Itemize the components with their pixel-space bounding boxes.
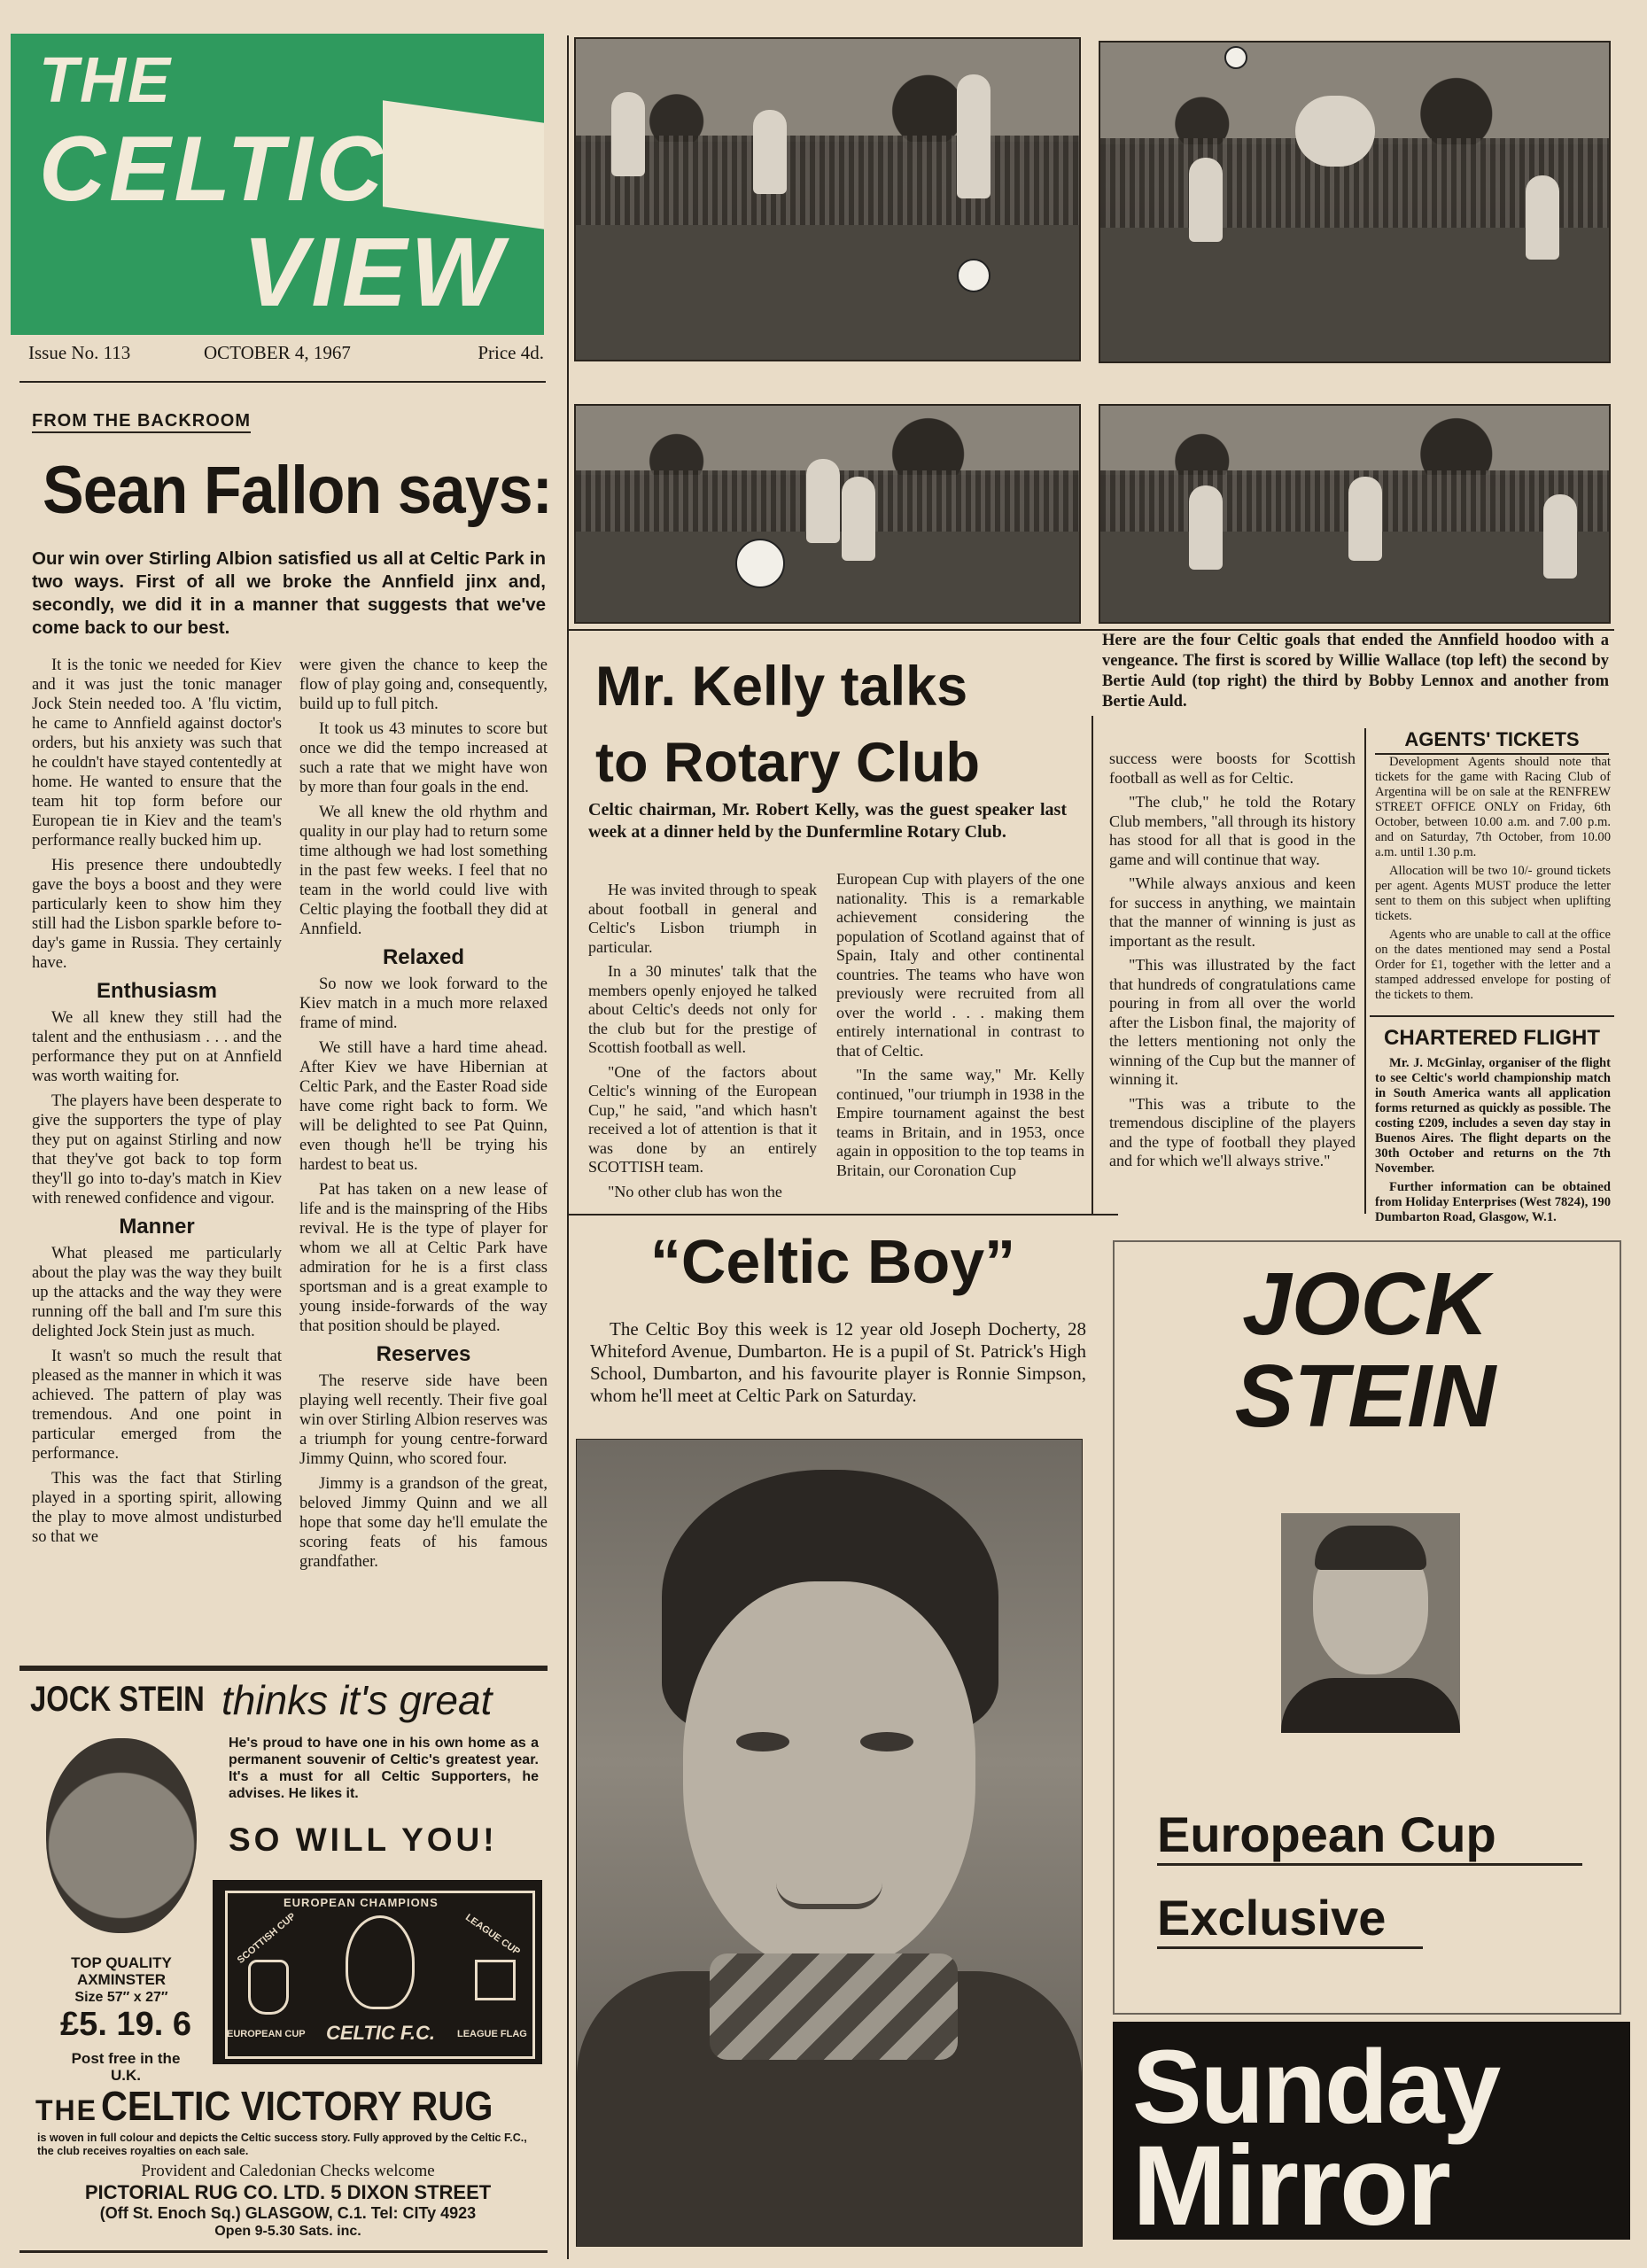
kelly-column-2 [836, 870, 1084, 1185]
celtic-boy-photo [576, 1439, 1083, 2247]
sunday-mirror-logo [1113, 2022, 1630, 2249]
fallon-column-1 [32, 656, 282, 1552]
portrait-face [683, 1581, 975, 1971]
paragraph: Jimmy is a grandson of the great, beloved Jimmy Quinn and we all hope that some day he'll emulate the scoring feats of his famous grandfather. [299, 1475, 548, 1571]
headline-kelly-line2: to Rotary Club [595, 732, 980, 794]
headline-fallon: Sean Fallon says: [43, 453, 553, 528]
rug-head-tag: thinks it's great [221, 1677, 493, 1723]
rug-desc: is woven in full colour and depicts the Celtic success story. Fully approved by the Celtic F.C., the club receives royalties on each sale. [37, 2132, 527, 2157]
paragraph: It is the tonic we needed for Kiev and it was just the tonic manager Jock Stein needed too. A 'flu victim, he came to Annfield against doctor's orders, but his anxiety was such that he couldn't have stayed contentedly at home. He wanted to ensure that the team hit top form before our European tie in Kiev and the team's performance really bucked him up. [32, 656, 282, 850]
masthead-line2: CELTIC [39, 118, 386, 221]
rug-label-top: EUROPEAN CHAMPIONS [284, 1896, 439, 1909]
paragraph: Further information can be obtained from Holiday Enterprises (West 7824), 190 Dumbarton Road, Glasgow, W.1. [1375, 1180, 1611, 1224]
agents-text [1375, 755, 1611, 1003]
trophy-icon [248, 1960, 289, 2015]
sunday-mirror-line1: Sunday [1132, 2029, 1500, 2146]
stein-hair [1315, 1526, 1426, 1570]
intro-fallon: Our win over Stirling Albion satisfied us all at Celtic Park in two ways. First of all we broke the Annfield jinx and, secondly, we did it in a manner that suggests that we've come back to our best. [32, 548, 546, 638]
paragraph: In a 30 minutes' talk that the members openly enjoyed he talked about Celtic's deeds not only for the club but for the prestige of Scottish football as well. [588, 962, 817, 1056]
paragraph: It wasn't so much the result that pleased as the manner in which it was achieved. The pattern of play was tremendous. And one point in particular emerged from the performance. [32, 1348, 282, 1463]
divider [19, 381, 546, 383]
divider [1364, 728, 1366, 1214]
paragraph: "This was a tribute to the tremendous discipline of the players and the type of football they played and for which we'll always strive." [1109, 1094, 1356, 1169]
rug-head-name: JOCK STEIN [30, 1680, 205, 1719]
rug-price: £5. 19. 6 [60, 2006, 191, 2043]
mirror-stein: STEIN [1234, 1347, 1496, 1446]
subhead-enthusiasm: Enthusiasm [96, 979, 218, 1003]
divider [19, 2250, 548, 2253]
fallon-column-2 [299, 656, 548, 1577]
column-divider [567, 35, 569, 2259]
rug-so-will-you: SO WILL YOU! [229, 1821, 498, 1858]
portrait-scarf [710, 1953, 958, 2060]
kelly-column-1 [588, 881, 817, 1207]
paragraph: The reserve side have been playing well recently. Their five goal win over Stirling Albion reserves was a triumph for young centre-forward Jimmy Quinn, who scored four. [299, 1372, 548, 1468]
paragraph: "This was illustrated by the fact that hundreds of congratulations came pouring in from all over the world after the Lisbon final, the majority of the letters mentioning not only the winning of the Cup but the manner of winning it. [1109, 956, 1356, 1088]
paragraph: "In the same way," Mr. Kelly continued, "our triumph in 1938 in the Empire tournament against the best teams in Britain, and in 1953, once again in opposition to the top teams in Britain, our Coronation Cup [836, 1066, 1084, 1179]
crest-icon [346, 1915, 415, 2009]
rug-quality: TOP QUALITY AXMINSTER [71, 1954, 172, 1988]
rug-title [35, 2082, 537, 2130]
paragraph: were given the chance to keep the flow of play going and, consequently, build up to full pitch. [299, 656, 548, 713]
rug-label-br: LEAGUE FLAG [457, 2029, 527, 2039]
paragraph: Agents who are unable to call at the office on the dates mentioned may send a Postal Order for £1, together with the letter and a stamped addressed envelope for posting of the tickets to them. [1375, 928, 1611, 1002]
rug-ad [19, 1673, 548, 2249]
rug-company: PICTORIAL RUG CO. LTD. 5 DIXON STREET [84, 2181, 492, 2203]
mirror-exclusive: Exclusive [1157, 1889, 1423, 1949]
headline-kelly-line1: Mr. Kelly talks [595, 656, 968, 718]
paragraph: We all knew they still had the talent and the enthusiasm . . . and the performance they put on at Annfield was worth waiting for. [32, 1009, 282, 1085]
issue-number: Issue No. 113 [28, 342, 131, 363]
mirror-jock: JOCK [1242, 1254, 1488, 1354]
paragraph: It took us 43 minutes to score but once we did the tempo increased at such a rate that we might have won by more than four goals in the end. [299, 720, 548, 796]
issue-line [28, 342, 544, 364]
paragraph: Allocation will be two 10/- ground tickets per agent. Agents MUST produce the letter sent to them on this subject when uplifting tickets. [1375, 864, 1611, 923]
subhead-manner: Manner [119, 1215, 195, 1239]
mirror-european-cup: European Cup [1157, 1806, 1582, 1866]
paragraph: What pleased me particularly about the play was the way they built up the attacks and the way they were running off the ball and I'm sure this delighted Jock Stein just as much. [32, 1245, 282, 1340]
stein-rug-face [46, 1738, 197, 1933]
portrait-mouth [776, 1883, 882, 1909]
rug-label-center: CELTIC F.C. [326, 2022, 436, 2044]
kelly-column-3 [1109, 750, 1356, 1177]
rug-picture [213, 1880, 542, 2064]
rug-open: Open 9-5.30 Sats. inc. [214, 2224, 361, 2239]
paragraph: "No other club has won the [608, 1182, 782, 1200]
portrait-eye [736, 1732, 789, 1751]
flight-title: CHARTERED FLIGHT [1384, 1026, 1600, 1050]
paragraph: The players have been desperate to give the supporters the type of play they put on against Stirling and now that they've got back to top form they'll go into to-day's match in Kiev with renewed confidence and vigour. [32, 1092, 282, 1208]
stein-photo [1281, 1513, 1460, 1733]
paragraph: European Cup with players of the one nationality. This is a remarkable achievement considering the population of Scotland against that of Spain, Italy and other continental countries. The teams who have won previously were recruited from all over the world . . . making them entirely international in contrast to that of Celtic. [836, 870, 1084, 1060]
headline-kelly [595, 649, 980, 801]
divider [1370, 1015, 1614, 1017]
flag-icon [475, 1960, 516, 2000]
paragraph: Development Agents should note that tickets for the game with Racing Club of Argentina will be on sale at the RENFREW STREET OFFICE ONLY on Friday, 6th October, between 10.00 a.m. and 7.00 p.m. and on Saturday, 7th October, from 10.00 a.m. until 1.30 p.m. [1375, 755, 1611, 859]
paragraph: "The club," he told the Rotary Club members, "all through its history has stood for all that is good in the game and will continue that way. [1109, 793, 1356, 868]
photo-goal-top-left [574, 37, 1081, 361]
rug-title-the: THE [35, 2094, 97, 2126]
paragraph: This was the fact that Stirling played in a sporting spirit, allowing the play to move almost undisturbed so that we [32, 1470, 282, 1546]
kicker: FROM THE BACKROOM [32, 411, 251, 433]
photo-goal-bottom-left [574, 404, 1081, 624]
rug-address: (Off St. Enoch Sq.) GLASGOW, C.1. Tel: CITy 4923 [99, 2204, 477, 2222]
paragraph: We all knew the old rhythm and quality in our play had to return some time although we had lost something in the past few weeks. I feel that no team in the world could live with Celtic playing the football they did at Annfield. [299, 804, 548, 938]
paragraph: He was invited through to speak about football in general and Celtic's Lisbon triumph in particular. [588, 881, 817, 956]
divider [569, 1214, 1118, 1216]
rug-size: Size 57″ x 27″ [74, 1990, 168, 2005]
rug-label-bl: EUROPEAN CUP [227, 2029, 306, 2039]
stein-suit [1281, 1678, 1460, 1733]
rug-blurb: He's proud to have one in his own home as a permanent souvenir of Celtic's greatest year. It's a must for all Celtic Supporters, he advises. He likes it. [229, 1736, 539, 1801]
photo-goal-bottom-right [1099, 404, 1611, 624]
stein-portrait-rug [37, 1729, 206, 1942]
intro-kelly: Celtic chairman, Mr. Robert Kelly, was the guest speaker last week at a dinner held by the Dunfermline Rotary Club. [588, 800, 1067, 842]
issue-price: Price 4d. [478, 342, 544, 363]
issue-date: OCTOBER 4, 1967 [204, 342, 351, 363]
rug-label-right: LEAGUE CUP [463, 1912, 523, 1958]
masthead-line3: VIEW [243, 218, 507, 327]
divider [19, 1666, 548, 1671]
divider [1092, 716, 1093, 1214]
rug-checks: Provident and Caledonian Checks welcome [141, 2162, 435, 2180]
headline-celtic-boy: “Celtic Boy” [649, 1227, 1016, 1296]
masthead [11, 34, 544, 335]
paragraph: So now we look forward to the Kiev match in a much more relaxed frame of mind. [299, 975, 548, 1032]
paragraph: success were boosts for Scottish football as well as for Celtic. [1109, 750, 1356, 787]
paragraph: "One of the factors about Celtic's winning of the European Cup," he said, "and which hasn't received a lot of attention is that it was done by an entirely SCOTTISH team. [588, 1062, 817, 1176]
portrait-eye [860, 1732, 913, 1751]
masthead-line1: THE [39, 45, 172, 116]
paragraph: We still have a hard time ahead. After Kiev we have Hibernian at Celtic Park, and the Easter Road side have come right back to form. We will be delighted to see Pat Quinn, even though he'll be trying his hardest to beat us. [299, 1039, 548, 1174]
flight-text [1375, 1056, 1611, 1225]
rug-label-left: SCOTTISH CUP [235, 1911, 299, 1966]
rug-post: Post free in the U.K. [71, 2050, 181, 2084]
celtic-boy-text: The Celtic Boy this week is 12 year old Joseph Docherty, 28 Whiteford Avenue, Dumbarton. He is a pupil of St. Patrick's High School, Dumbarton, and his favourite player is Ronnie Simpson, whom he'll meet at Celtic Park on Saturday. [590, 1318, 1086, 1406]
paragraph: Mr. J. McGinlay, organiser of the flight to see Celtic's world championship match in South America wants all application forms returned as quickly as possible. The costing £209, includes a seven day stay in Buenos Aires. The flight departs on the 30th October and returns on the 7th November. [1375, 1056, 1611, 1176]
masthead-paper-corner [383, 100, 544, 229]
subhead-reserves: Reserves [376, 1342, 471, 1366]
photo-goal-top-right [1099, 41, 1611, 363]
agents-title: AGENTS' TICKETS [1375, 728, 1609, 755]
subhead-relaxed: Relaxed [382, 945, 465, 969]
paragraph: Pat has taken on a new lease of life and is the mainspring of the Hibs revival. He is the type of player for whom we all at Celtic Park have admiration for he is a first class sportsman and is a great example to young inside-forwards of the way that position should be played. [299, 1181, 548, 1335]
paragraph: "While always anxious and keen for success in anything, we maintain that the manner of winning is just as important as the result. [1109, 874, 1356, 950]
paragraph: His presence there undoubtedly gave the boys a boost and they were particularly keen to show him they still had the Lisbon sparkle before to-day's game in Russia. They certainly have. [32, 857, 282, 972]
sunday-mirror-line2: Mirror [1132, 2123, 1449, 2249]
photo-caption: Here are the four Celtic goals that ended the Annfield hoodoo with a vengeance. The first is scored by Willie Wallace (top left) the second by Bertie Auld (top right) the third by Bobby Lennox and another from Bertie Auld. [1102, 632, 1609, 711]
rug-title-main: CELTIC VICTORY RUG [101, 2083, 493, 2129]
